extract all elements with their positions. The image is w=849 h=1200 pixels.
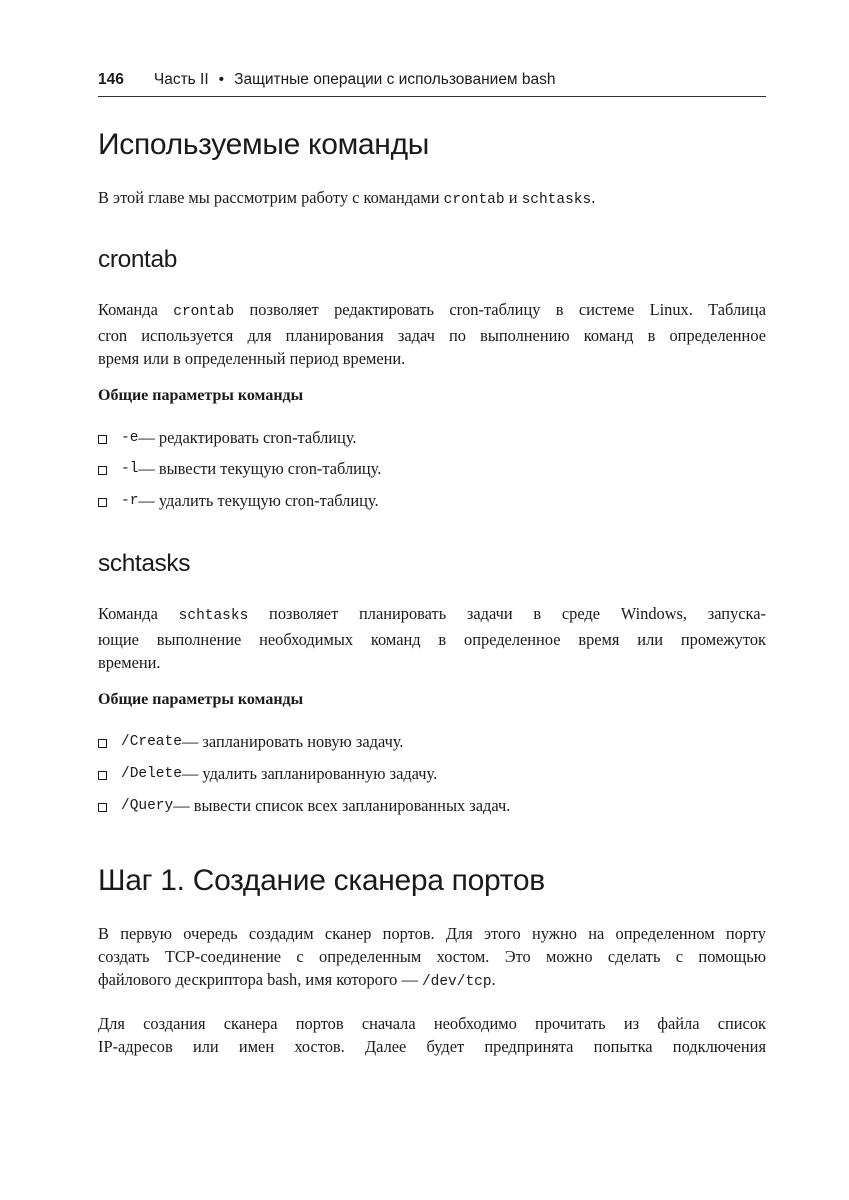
checkbox-bullet-icon <box>98 466 107 475</box>
schtasks-description <box>98 602 766 674</box>
header-part: Часть II <box>153 71 209 88</box>
param-description: — редактировать cron-таблицу. <box>138 428 357 447</box>
dev-tcp-code: /dev/tcp <box>421 974 492 990</box>
intro-text-after: . <box>591 188 596 207</box>
param-flag: -r <box>121 493 139 509</box>
page-number: 146 <box>98 71 124 88</box>
step1-p1-line3-pre: файлового дескриптора bash, имя которого — <box>98 970 422 989</box>
param-flag: -e <box>121 430 139 446</box>
checkbox-bullet-icon <box>98 771 107 780</box>
schtasks-desc-line2: ющие выполнение необходимых команд в определенное время или промежуток <box>98 630 766 649</box>
crontab-params-title: Общие параметры команды <box>98 387 304 404</box>
running-header <box>98 68 766 97</box>
intro-paragraph <box>98 186 766 212</box>
intro-cmd-schtasks: schtasks <box>521 192 592 208</box>
step1-p2-line2: IP-адресов или имен хостов. Далее будет предпринята попытка подключения <box>98 1037 766 1056</box>
list-item <box>98 731 404 753</box>
list-item <box>98 763 437 785</box>
param-description: — вывести текущую cron-таблицу. <box>138 459 382 478</box>
heading-step1: Шаг 1. Создание сканера портов <box>98 864 545 897</box>
crontab-description <box>98 298 766 370</box>
crontab-desc-line2: cron используется для планирования задач по выполнению команд в определенное <box>98 326 766 345</box>
param-description: — удалить текущую cron-таблицу. <box>138 491 379 510</box>
crontab-desc-line3: время или в определенный период времени. <box>98 349 406 368</box>
crontab-desc-pre: Команда <box>98 300 174 319</box>
step1-p1-line3-post: . <box>491 970 496 989</box>
checkbox-bullet-icon <box>98 739 107 748</box>
checkbox-bullet-icon <box>98 498 107 507</box>
checkbox-bullet-icon <box>98 435 107 444</box>
intro-text-before: В этой главе мы рассмотрим работу с командами <box>98 188 444 207</box>
schtasks-desc-pre: Команда <box>98 604 179 623</box>
intro-text-mid: и <box>504 188 522 207</box>
param-flag: -l <box>121 461 139 477</box>
step1-p1-line1: В первую очередь создадим сканер портов. Для этого нужно на определенном порту <box>98 924 766 943</box>
schtasks-desc-cmd: schtasks <box>178 608 249 624</box>
list-item <box>98 458 381 480</box>
param-flag: /Query <box>121 798 174 814</box>
intro-cmd-crontab: crontab <box>443 192 505 208</box>
param-flag: /Delete <box>121 766 182 782</box>
step1-p1-line2: создать TCP-соединение с определенным хостом. Это можно сделать с помощью <box>98 947 766 966</box>
step1-p2-line1: Для создания сканера портов сначала необходимо прочитать из файла список <box>98 1014 766 1033</box>
param-flag: /Create <box>121 734 182 750</box>
list-item <box>98 795 510 817</box>
crontab-desc-cmd: crontab <box>173 304 235 320</box>
step1-paragraph-1 <box>98 922 766 994</box>
heading-commands-used: Используемые команды <box>98 128 430 161</box>
step1-paragraph-2 <box>98 1012 766 1058</box>
header-separator: • <box>218 71 225 88</box>
heading-crontab: crontab <box>98 246 177 273</box>
heading-schtasks: schtasks <box>98 550 191 577</box>
param-description: — запланировать новую задачу. <box>181 732 404 751</box>
checkbox-bullet-icon <box>98 803 107 812</box>
schtasks-desc-line3: времени. <box>98 653 161 672</box>
header-section-title: Защитные операции с использованием bash <box>234 71 556 88</box>
schtasks-params-title: Общие параметры команды <box>98 691 304 708</box>
list-item <box>98 427 356 449</box>
param-description: — вывести список всех запланированных задач. <box>173 796 511 815</box>
crontab-desc-post: позволяет редактировать cron-таблицу в системе Linux. Таблица <box>234 300 766 319</box>
schtasks-desc-post: позволяет планировать задачи в среде Windows, запуска- <box>248 604 766 623</box>
param-description: — удалить запланированную задачу. <box>181 764 438 783</box>
list-item <box>98 490 379 512</box>
